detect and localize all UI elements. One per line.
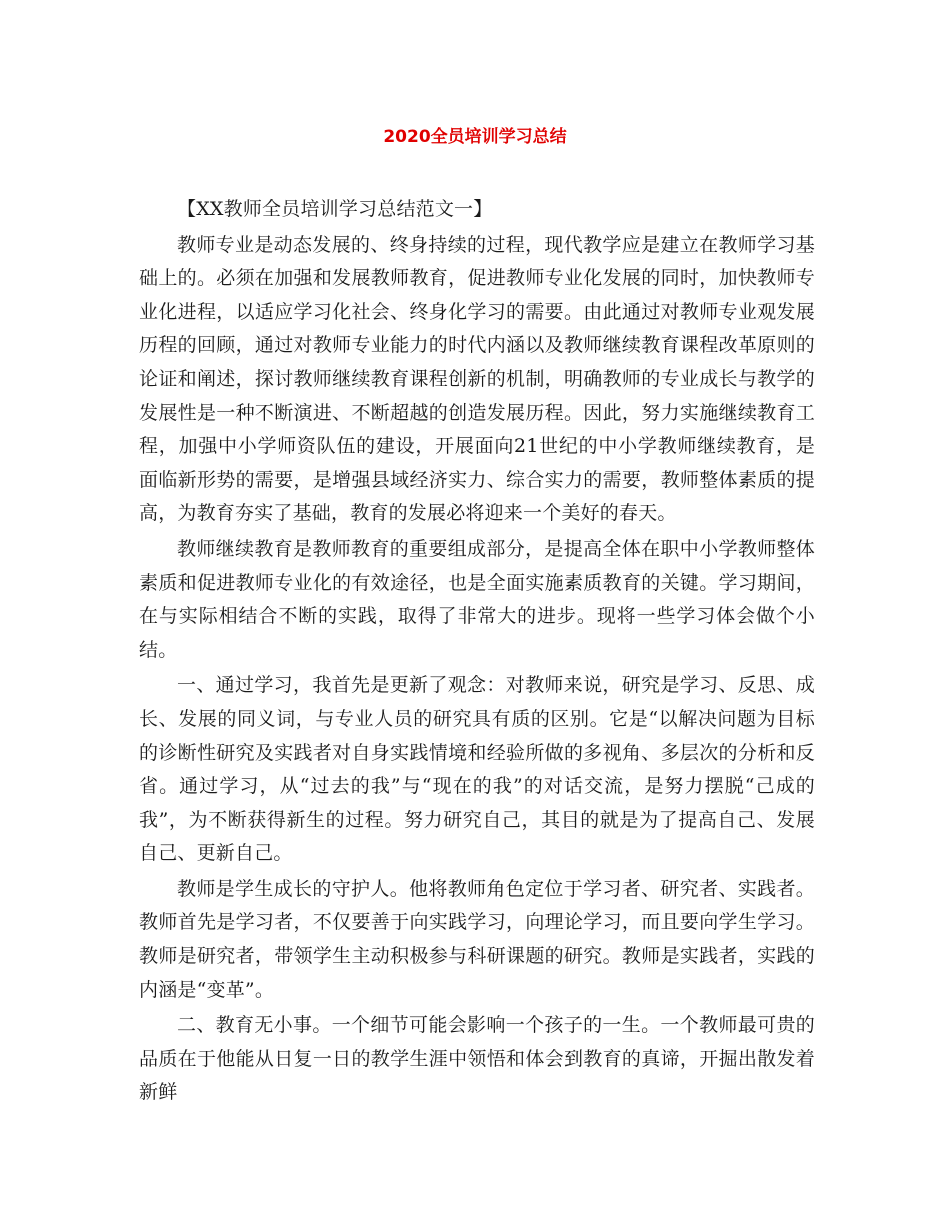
paragraph: 一、通过学习，我首先是更新了观念：对教师来说，研究是学习、反思、成长、发展的同义词，与专业人员的研究具有质的区别。它是“以解决问题为目标的诊断性研究及实践者对自身实践情境和经验所做的多视角、多层次的分析和反省。通过学习，从“过去的我”与“现在的我”的对话交流，是努力摆脱“己成的我”，为不断获得新生的过程。努力研究自己，其目的就是为了提高自己、发展自己、更新自己。 xyxy=(139,674,815,865)
section-heading: 【XX教师全员培训学习总结范文一】 xyxy=(177,198,493,220)
paragraph: 教师是学生成长的守护人。他将教师角色定位于学习者、研究者、实践者。教师首先是学习者，不仅要善于向实践学习，向理论学习，而且要向学生学习。教师是研究者，带领学生主动积极参与科研课题的研究。教师是实践者，实践的内涵是“变革”。 xyxy=(139,877,815,1001)
paragraph: 教师继续教育是教师教育的重要组成部分，是提高全体在职中小学教师整体素质和促进教师专业化的有效途径，也是全面实施素质教育的关键。学习期间，在与实际相结合不断的实践，取得了非常大的进步。现将一些学习体会做个小结。 xyxy=(139,537,815,661)
paragraph: 二、教育无小事。一个细节可能会影响一个孩子的一生。一个教师最可贵的品质在于他能从日复一日的教学生涯中领悟和体会到教育的真谛，开掘出散发着新鲜 xyxy=(139,1014,815,1104)
document-body xyxy=(139,193,815,1110)
document-title: 2020全员培训学习总结 xyxy=(383,127,567,147)
paragraph: 教师专业是动态发展的、终身持续的过程，现代教学应是建立在教师学习基础上的。必须在加强和发展教师教育，促进教师专业化发展的同时，加快教师专业化进程，以适应学习化社会、终身化学习的需要。由此通过对教师专业观发展历程的回顾，通过对教师专业能力的时代内涵以及教师继续教育课程改革原则的论证和阐述，探讨教师继续教育课程创新的机制，明确教师的专业成长与教学的发展性是一种不断演进、不断超越的创造发展历程。因此，努力实施继续教育工程，加强中小学师资队伍的建设，开展面向21世纪的中小学教师继续教育，是面临新形势的需要，是增强县域经济实力、综合实力的需要，教师整体素质的提高，为教育夯实了基础，教育的发展必将迎来一个美好的春天。 xyxy=(139,233,815,525)
